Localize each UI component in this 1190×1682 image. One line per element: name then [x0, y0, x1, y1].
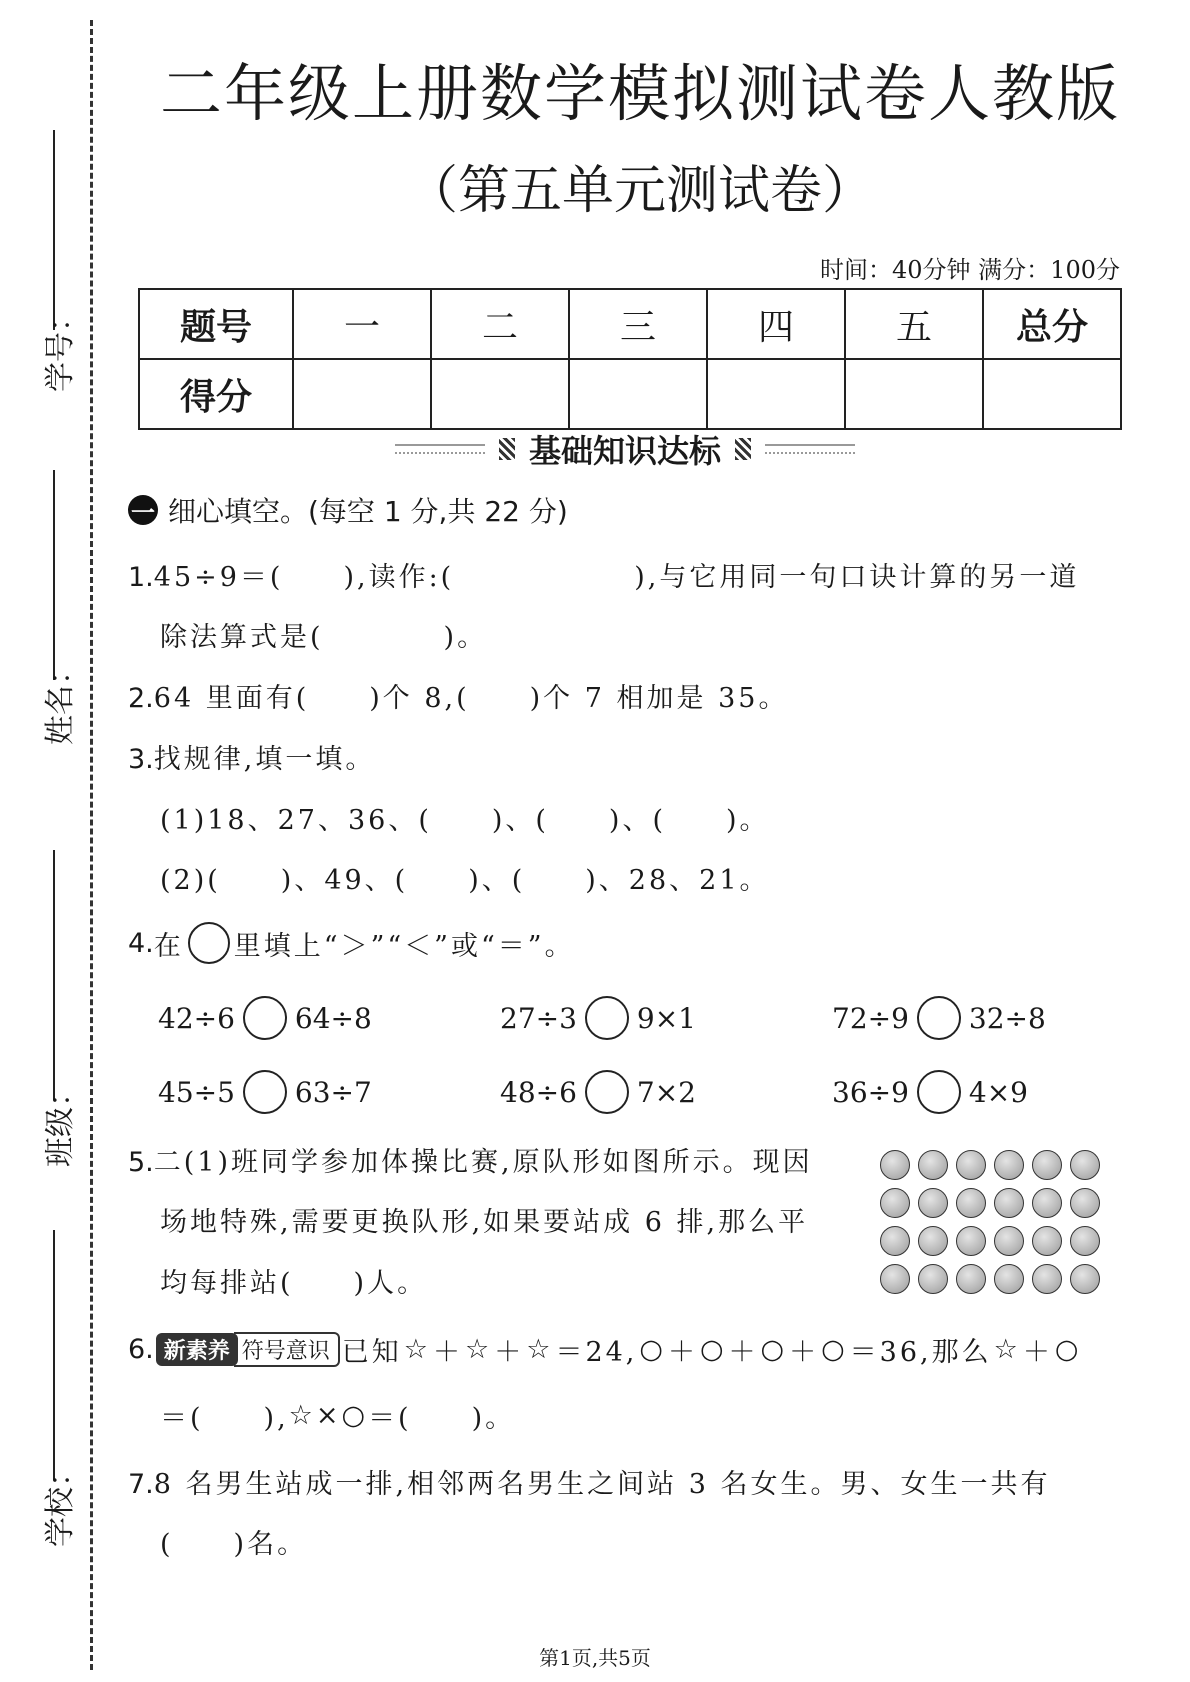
person-dot-icon: [1070, 1264, 1100, 1294]
section-banner: [390, 424, 860, 474]
star-icon: ☆: [526, 1334, 554, 1365]
question-6-line-2: [160, 1396, 515, 1435]
question-text: ＝( )。: [368, 1403, 516, 1434]
question-7-line-1: [128, 1462, 1050, 1501]
person-dot-icon: [994, 1264, 1024, 1294]
compare-circle-input[interactable]: [243, 1070, 287, 1114]
time-info: 时间：40分钟 满分：100分: [820, 256, 1120, 284]
page-title: 二年级上册数学模拟测试卷人教版: [159, 57, 1120, 130]
question-4: [128, 922, 575, 964]
compare-item: [158, 1070, 372, 1114]
compare-item: [832, 1070, 1028, 1114]
score-input-cell[interactable]: [707, 359, 845, 429]
times-icon: ×: [315, 1400, 342, 1431]
circle-icon: ○: [341, 1400, 369, 1431]
star-icon: ☆: [993, 1334, 1021, 1365]
person-dot-icon: [918, 1226, 948, 1256]
banner-marker-icon: [735, 438, 751, 460]
person-dot-icon: [956, 1226, 986, 1256]
question-1-line-2: 除法算式是( )。: [160, 622, 488, 653]
compare-circle-input[interactable]: [917, 996, 961, 1040]
question-2: [128, 676, 788, 715]
question-text: 已知: [341, 1337, 402, 1368]
banner-marker-icon: [499, 438, 515, 460]
plus-icon: ＋: [1022, 1337, 1053, 1368]
compare-left: 72÷9: [832, 1001, 909, 1035]
star-icon: ☆: [403, 1334, 432, 1365]
person-dot-icon: [1070, 1226, 1100, 1256]
question-number: 7.: [128, 1469, 154, 1500]
class-rule: [53, 850, 55, 1100]
score-table-header-row: [139, 289, 1121, 359]
formation-dot-grid: [880, 1150, 1110, 1294]
compare-circle-input[interactable]: [243, 996, 287, 1040]
person-dot-icon: [918, 1150, 948, 1180]
compare-right: 7×2: [636, 1075, 696, 1109]
student-id-label: 学号：: [43, 302, 78, 392]
plus-icon: ＋: [433, 1337, 464, 1368]
banner-decor-line: [765, 444, 855, 454]
school-label: 学校：: [43, 1457, 78, 1547]
part-number-badge: 一: [128, 495, 158, 525]
score-input-cell[interactable]: [983, 359, 1121, 429]
score-header-cell: 四: [707, 289, 845, 359]
page-footer: 第1页,共5页: [539, 1646, 651, 1670]
score-table: [138, 288, 1122, 430]
star-icon: ☆: [465, 1334, 493, 1365]
person-dot-icon: [1032, 1188, 1062, 1218]
compare-left: 36÷9: [832, 1075, 909, 1109]
plus-icon: ＋: [667, 1337, 698, 1368]
question-text: ＝24,: [555, 1337, 638, 1368]
question-number: 3.: [128, 744, 154, 775]
question-text: ＝( ),: [160, 1403, 289, 1434]
score-header-cell: 三: [569, 289, 707, 359]
plus-icon: ＋: [728, 1337, 759, 1368]
question-3-sub-1: (1)18、27、36、( )、( )、( )。: [160, 805, 770, 836]
score-row-label: 得分: [139, 359, 293, 429]
person-dot-icon: [880, 1150, 910, 1180]
person-dot-icon: [994, 1226, 1024, 1256]
compare-circle-input[interactable]: [585, 996, 629, 1040]
page-subtitle: （第五单元测试卷）: [405, 161, 874, 221]
person-dot-icon: [880, 1226, 910, 1256]
compare-left: 45÷5: [158, 1075, 235, 1109]
compare-right: 4×9: [968, 1075, 1028, 1109]
circle-icon: ○: [760, 1334, 788, 1365]
score-header-cell: 题号: [139, 289, 293, 359]
score-header-cell: 一: [293, 289, 431, 359]
circle-icon: ○: [821, 1334, 848, 1365]
compare-item: [832, 996, 1046, 1040]
compare-item: [500, 996, 696, 1040]
compare-right: 32÷8: [968, 1001, 1046, 1035]
person-dot-icon: [956, 1150, 986, 1180]
person-dot-icon: [1032, 1264, 1062, 1294]
section-banner-title: 基础知识达标: [528, 432, 721, 470]
binding-dashed-line: [90, 20, 93, 1670]
question-text: 在: [153, 930, 184, 962]
circle-icon: ○: [639, 1334, 666, 1365]
question-5-line-3: 均每排站( )人。: [160, 1268, 428, 1299]
part-heading-text: 细心填空。(每空 1 分,共 22 分): [168, 495, 568, 528]
school-rule: [53, 1230, 55, 1480]
score-input-cell[interactable]: [569, 359, 707, 429]
score-input-cell[interactable]: [431, 359, 569, 429]
score-header-cell: 二: [431, 289, 569, 359]
question-text: 8 名男生站成一排,相邻两名男生之间站 3 名女生。男、女生一共有: [153, 1469, 1051, 1500]
question-number: 2.: [128, 683, 154, 714]
compare-left: 42÷6: [158, 1001, 235, 1035]
circle-icon: ○: [699, 1334, 727, 1365]
question-1-line-1: [128, 555, 1079, 594]
symbol-sense-tag: 符号意识: [234, 1332, 340, 1367]
question-text: 45÷9＝( ),读作:( ),与它用同一句口诀计算的另一道: [153, 562, 1080, 593]
score-header-cell: 总分: [983, 289, 1121, 359]
person-dot-icon: [1070, 1150, 1100, 1180]
question-5-line-1: [128, 1140, 813, 1179]
compare-item: [500, 1070, 696, 1114]
new-literacy-tag: 新素养: [156, 1333, 238, 1366]
compare-right: 63÷7: [294, 1075, 372, 1109]
question-number: 1.: [128, 562, 154, 593]
compare-left: 48÷6: [500, 1075, 577, 1109]
score-table-score-row: [139, 359, 1121, 429]
plus-icon: ＋: [789, 1337, 820, 1368]
score-header-cell: 五: [845, 289, 983, 359]
person-dot-icon: [956, 1264, 986, 1294]
compare-right: 64÷8: [294, 1001, 372, 1035]
score-input-cell[interactable]: [845, 359, 983, 429]
compare-left: 27÷3: [500, 1001, 577, 1035]
person-dot-icon: [880, 1188, 910, 1218]
question-5-line-2: 场地特殊,需要更换队形,如果要站成 6 排,那么平: [160, 1207, 809, 1238]
question-text: 找规律,填一填。: [153, 744, 376, 775]
compare-circle-input[interactable]: [585, 1070, 629, 1114]
question-number: 6.: [128, 1334, 154, 1365]
compare-circle-input[interactable]: [917, 1070, 961, 1114]
question-text: ＝36,那么: [849, 1337, 992, 1368]
question-6-line-1: [128, 1330, 1081, 1369]
class-label: 班级：: [43, 1077, 78, 1167]
question-text: 64 里面有( )个 8,( )个 7 相加是 35。: [153, 683, 789, 714]
person-dot-icon: [918, 1264, 948, 1294]
person-dot-icon: [994, 1188, 1024, 1218]
part-heading: [128, 490, 568, 530]
name-rule: [53, 470, 55, 680]
question-text: 二(1)班同学参加体操比赛,原队形如图所示。现因: [153, 1147, 813, 1178]
star-icon: ☆: [288, 1400, 316, 1431]
name-label: 姓名：: [43, 655, 78, 745]
plus-icon: ＋: [494, 1337, 525, 1368]
person-dot-icon: [918, 1188, 948, 1218]
question-3-sub-2: (2)( )、49、( )、( )、28、21。: [160, 865, 770, 896]
compare-right: 9×1: [636, 1001, 696, 1035]
person-dot-icon: [994, 1150, 1024, 1180]
compare-item: [158, 996, 372, 1040]
student-id-rule: [53, 130, 55, 330]
person-dot-icon: [1070, 1188, 1100, 1218]
person-dot-icon: [1032, 1150, 1062, 1180]
score-input-cell[interactable]: [293, 359, 431, 429]
question-3: [128, 737, 375, 776]
question-number: 4.: [128, 927, 154, 959]
person-dot-icon: [956, 1188, 986, 1218]
banner-decor-line: [395, 444, 485, 454]
person-dot-icon: [1032, 1226, 1062, 1256]
question-number: 5.: [128, 1147, 154, 1178]
circle-icon: ○: [1054, 1334, 1082, 1365]
question-text: 里填上“＞”“＜”或“＝”。: [233, 930, 575, 962]
person-dot-icon: [880, 1264, 910, 1294]
circle-blank-icon: [188, 922, 230, 964]
question-7-line-2: ( )名。: [160, 1529, 308, 1560]
